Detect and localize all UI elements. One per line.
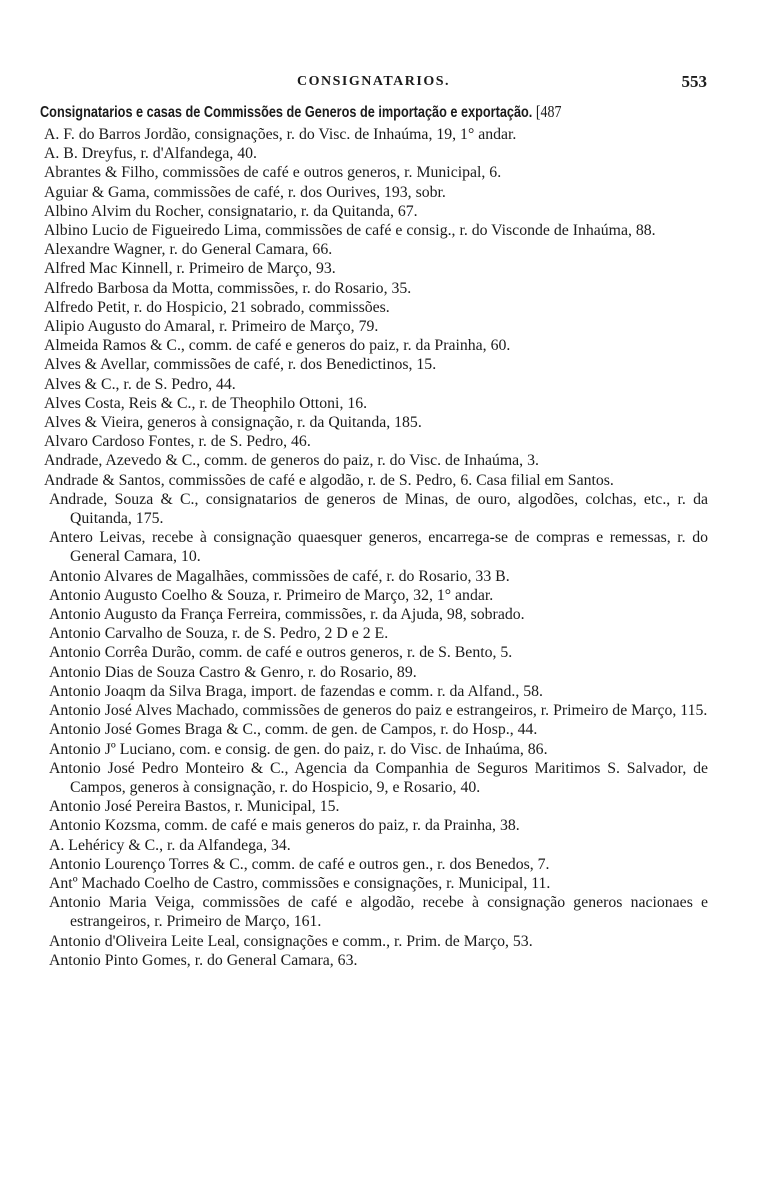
directory-entry: Antonio Alvares de Magalhães, commissões de café, r. do Rosario, 33 B. — [49, 567, 510, 585]
directory-entry: Abrantes & Filho, commissões de café e outros generos, r. Municipal, 6. — [44, 164, 502, 182]
directory-entry: Antonio Carvalho de Souza, r. de S. Pedro, 2 D e 2 E. — [49, 625, 389, 643]
directory-entry: A. Lehéricy & C., r. da Alfandega, 34. — [49, 836, 291, 854]
directory-entry: Antº Machado Coelho de Castro, commissões e consignações, r. Municipal, 11. — [49, 874, 551, 892]
page-header — [40, 74, 707, 98]
directory-entry: Alves Costa, Reis & C., r. de Theophilo Ottoni, 16. — [44, 394, 368, 412]
directory-entry: Alfredo Barbosa da Motta, commissões, r. do Rosario, 35. — [44, 279, 412, 297]
directory-entry: Albino Alvim du Rocher, consignatario, r. da Quitanda, 67. — [44, 202, 418, 220]
directory-entry: Antonio Kozsma, comm. de café e mais generos do paiz, r. da Prainha, 38. — [49, 817, 520, 835]
directory-entry: A. F. do Barros Jordão, consignações, r. do Visc. de Inhaúma, 19, 1° andar. — [44, 126, 517, 143]
directory-entry: Andrade, Souza & C., consignatarios de generos de Minas, de ouro, algodões, colchas, etc., r. da Quitanda, 175. — [49, 490, 708, 528]
directory-entry: Antonio Pinto Gomes, r. do General Camara, 63. — [49, 951, 358, 969]
directory-entry: A. B. Dreyfus, r. d'Alfandega, 40. — [44, 145, 257, 163]
directory-entry: Alves & Avellar, commissões de café, r. dos Benedictinos, 15. — [44, 356, 437, 374]
directory-entry: Alfredo Petit, r. do Hospicio, 21 sobrado, commissões. — [44, 298, 390, 316]
directory-entry: Alves & Vieira, generos à consignação, r. da Quitanda, 185. — [44, 414, 422, 432]
directory-entry: Antonio d'Oliveira Leite Leal, consignações e comm., r. Prim. de Março, 53. — [49, 932, 533, 950]
running-title: CONSIGNATARIOS. — [296, 74, 451, 89]
directory-entry: Alves & C., r. de S. Pedro, 44. — [44, 375, 236, 393]
directory-entry: Andrade & Santos, commissões de café e algodão, r. de S. Pedro, 6. Casa filial em Santos. — [44, 471, 614, 489]
directory-entry: Antonio Maria Veiga, commissões de café e algodão, recebe à consignação generos nacionaes e estrangeiros, r. Primeiro de Março, 161. — [49, 894, 708, 931]
directory-entry: Andrade, Azevedo & C., comm. de generos do paiz, r. do Visc. de Inhaúma, 3. — [44, 452, 539, 470]
section-heading-text: Consignatarios e casas de Commissões de Generos de importação e exportação. — [40, 104, 533, 121]
directory-entry: Antonio Augusto Coelho & Souza, r. Primeiro de Março, 32, 1° andar. — [49, 586, 494, 604]
directory-entry: Antonio José Alves Machado, commissões de generos do paiz e estrangeiros, r. Primeiro de Março, 115. — [49, 702, 708, 720]
directory-entry: Antonio Corrêa Durão, comm. de café e outros generos, r. de S. Bento, 5. — [49, 644, 513, 662]
directory-entry: Antonio José Gomes Braga & C., comm. de gen. de Campos, r. do Hosp., 44. — [49, 721, 538, 739]
section-heading — [40, 102, 589, 122]
directory-entry: Antonio Augusto da França Ferreira, commissões, r. da Ajuda, 98, sobrado. — [49, 606, 525, 624]
section-reference-number: [487 — [535, 102, 562, 121]
directory-entry: Alvaro Cardoso Fontes, r. de S. Pedro, 46. — [44, 433, 311, 451]
directory-entry: Antonio José Pedro Monteiro & C., Agencia da Companhia de Seguros Maritimos S. Salvador, de Campos, generos à consignação, r. do Hospicio, 9, e Rosario, 40. — [49, 759, 708, 796]
directory-entry: Antero Leivas, recebe à consignação quaesquer generos, encarrega-se de compras e remessas, r. do General Camara, 10. — [49, 529, 708, 566]
directory-entry: Antonio Lourenço Torres & C., comm. de café e outros gen., r. dos Benedos, 7. — [49, 855, 550, 873]
directory-entry: Albino Lucio de Figueiredo Lima, commissões de café e consig., r. do Visconde de Inhaúma, 88. — [44, 222, 656, 240]
directory-entry: Antonio Joaqm da Silva Braga, import. de fazendas e comm. r. da Alfand., 58. — [49, 682, 543, 700]
directory-entry: Alipio Augusto do Amaral, r. Primeiro de Março, 79. — [44, 318, 379, 336]
page-number: 553 — [681, 72, 707, 91]
consignee-list — [44, 125, 708, 970]
directory-entry: Aguiar & Gama, commissões de café, r. dos Ourives, 193, sobr. — [44, 183, 446, 201]
directory-entry: Antonio José Pereira Bastos, r. Municipal, 15. — [49, 798, 340, 816]
directory-entry: Alexandre Wagner, r. do General Camara, 66. — [44, 241, 333, 259]
directory-entry: Antonio Jº Luciano, com. e consig. de gen. do paiz, r. do Visc. de Inhaúma, 86. — [49, 740, 548, 758]
directory-entry: Antonio Dias de Souza Castro & Genro, r. do Rosario, 89. — [49, 663, 417, 681]
directory-entry: Almeida Ramos & C., comm. de café e generos do paiz, r. da Prainha, 60. — [44, 337, 511, 355]
directory-entry: Alfred Mac Kinnell, r. Primeiro de Março, 93. — [44, 260, 336, 278]
